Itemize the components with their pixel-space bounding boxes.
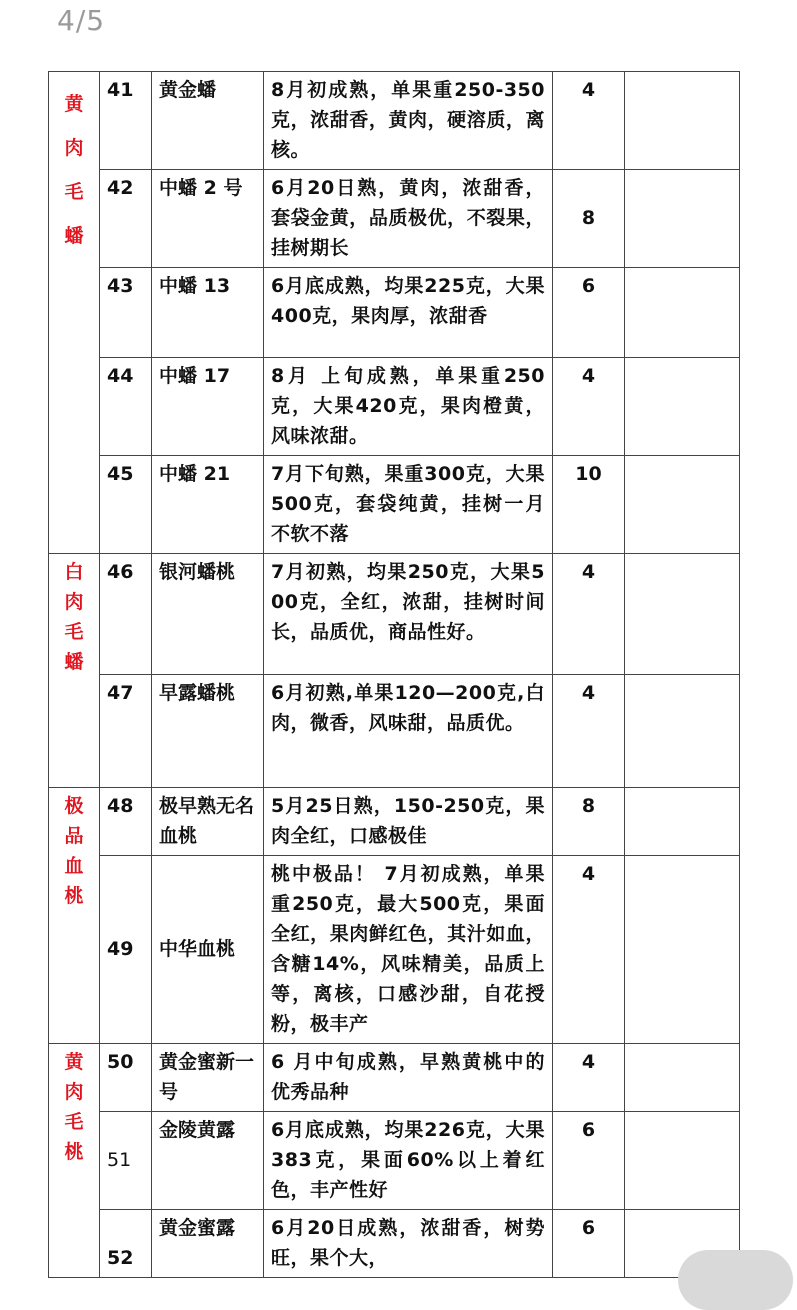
variety-description: 7月初熟，均果250克，大果500克，全红，浓甜，挂树时间长，品质优，商品性好。 [264,554,553,675]
empty-cell [625,72,740,170]
variety-name: 中蟠 2 号 [152,170,264,268]
empty-cell [625,675,740,788]
variety-name: 黄金蟠 [152,72,264,170]
variety-quantity: 6 [553,1210,625,1278]
variety-number: 41 [100,72,152,170]
empty-cell [625,268,740,358]
variety-number: 46 [100,554,152,675]
floating-button[interactable] [678,1250,793,1310]
variety-quantity: 6 [553,1112,625,1210]
variety-number: 43 [100,268,152,358]
variety-name: 黄金蜜新一号 [152,1044,264,1112]
variety-quantity: 8 [553,170,625,268]
variety-description: 7月下旬熟，果重300克，大果500克，套袋纯黄，挂树一月不软不落 [264,456,553,554]
group-label-yellow-peach: 黄 肉 毛 桃 [49,1044,100,1278]
variety-number: 42 [100,170,152,268]
variety-quantity: 8 [553,788,625,856]
variety-description: 桃中极品！ 7月初成熟，单果重250克，最大500克，果面全红，果肉鲜红色，其汁如血，含糖14%，风味精美，品质上等，离核，口感沙甜，自花授粉，极丰产 [264,856,553,1044]
empty-cell [625,170,740,268]
variety-quantity: 4 [553,675,625,788]
variety-name: 极早熟无名血桃 [152,788,264,856]
variety-name: 中华血桃 [152,856,264,1044]
variety-quantity: 4 [553,856,625,1044]
table-row [49,72,740,170]
variety-quantity: 4 [553,554,625,675]
table-row [49,1112,740,1210]
table-row [49,788,740,856]
empty-cell [625,456,740,554]
variety-name: 中蟠 17 [152,358,264,456]
variety-quantity: 4 [553,358,625,456]
variety-description: 5月25日熟，150-250克，果肉全红，口感极佳 [264,788,553,856]
empty-cell [625,358,740,456]
variety-number: 50 [100,1044,152,1112]
empty-cell [625,554,740,675]
table-row [49,170,740,268]
variety-description: 6月底成熟，均果226克，大果383克，果面60%以上着红色，丰产性好 [264,1112,553,1210]
variety-description: 8月初成熟，单果重250-350克，浓甜香，黄肉，硬溶质，离核。 [264,72,553,170]
variety-table [48,71,740,1278]
variety-name: 银河蟠桃 [152,554,264,675]
variety-description: 6月20日成熟，浓甜香，树势旺，果个大， [264,1210,553,1278]
table-row [49,1210,740,1278]
variety-description: 8月 上旬成熟，单果重250克，大果420克，果肉橙黄，风味浓甜。 [264,358,553,456]
variety-quantity: 4 [553,1044,625,1112]
table-row [49,268,740,358]
table-row [49,856,740,1044]
variety-number: 45 [100,456,152,554]
table-row [49,358,740,456]
variety-name: 中蟠 13 [152,268,264,358]
group-label-white-flat-peach: 白 肉 毛 蟠 [49,554,100,788]
variety-quantity: 4 [553,72,625,170]
empty-cell [625,1112,740,1210]
variety-number: 47 [100,675,152,788]
variety-number: 51 [100,1112,152,1210]
variety-description: 6月初熟,单果120—200克,白肉，微香，风味甜，品质优。 [264,675,553,788]
table-row [49,1044,740,1112]
page-indicator: 4/5 [57,4,106,37]
table-row [49,554,740,675]
variety-name: 黄金蜜露 [152,1210,264,1278]
table-row [49,675,740,788]
variety-number: 49 [100,856,152,1044]
group-label-premium-blood-peach: 极 品 血 桃 [49,788,100,1044]
empty-cell [625,856,740,1044]
variety-description: 6 月中旬成熟，早熟黄桃中的优秀品种 [264,1044,553,1112]
variety-description: 6月底成熟，均果225克，大果400克，果肉厚，浓甜香 [264,268,553,358]
variety-number: 48 [100,788,152,856]
group-label-yellow-flat-peach: 黄 肉 毛 蟠 [49,72,100,554]
variety-number: 52 [100,1210,152,1278]
variety-quantity: 6 [553,268,625,358]
variety-name: 金陵黄露 [152,1112,264,1210]
empty-cell [625,1044,740,1112]
variety-number: 44 [100,358,152,456]
variety-quantity: 10 [553,456,625,554]
variety-name: 中蟠 21 [152,456,264,554]
empty-cell [625,788,740,856]
table-row [49,456,740,554]
variety-description: 6月20日熟，黄肉，浓甜香，套袋金黄，品质极优，不裂果，挂树期长 [264,170,553,268]
variety-name: 早露蟠桃 [152,675,264,788]
